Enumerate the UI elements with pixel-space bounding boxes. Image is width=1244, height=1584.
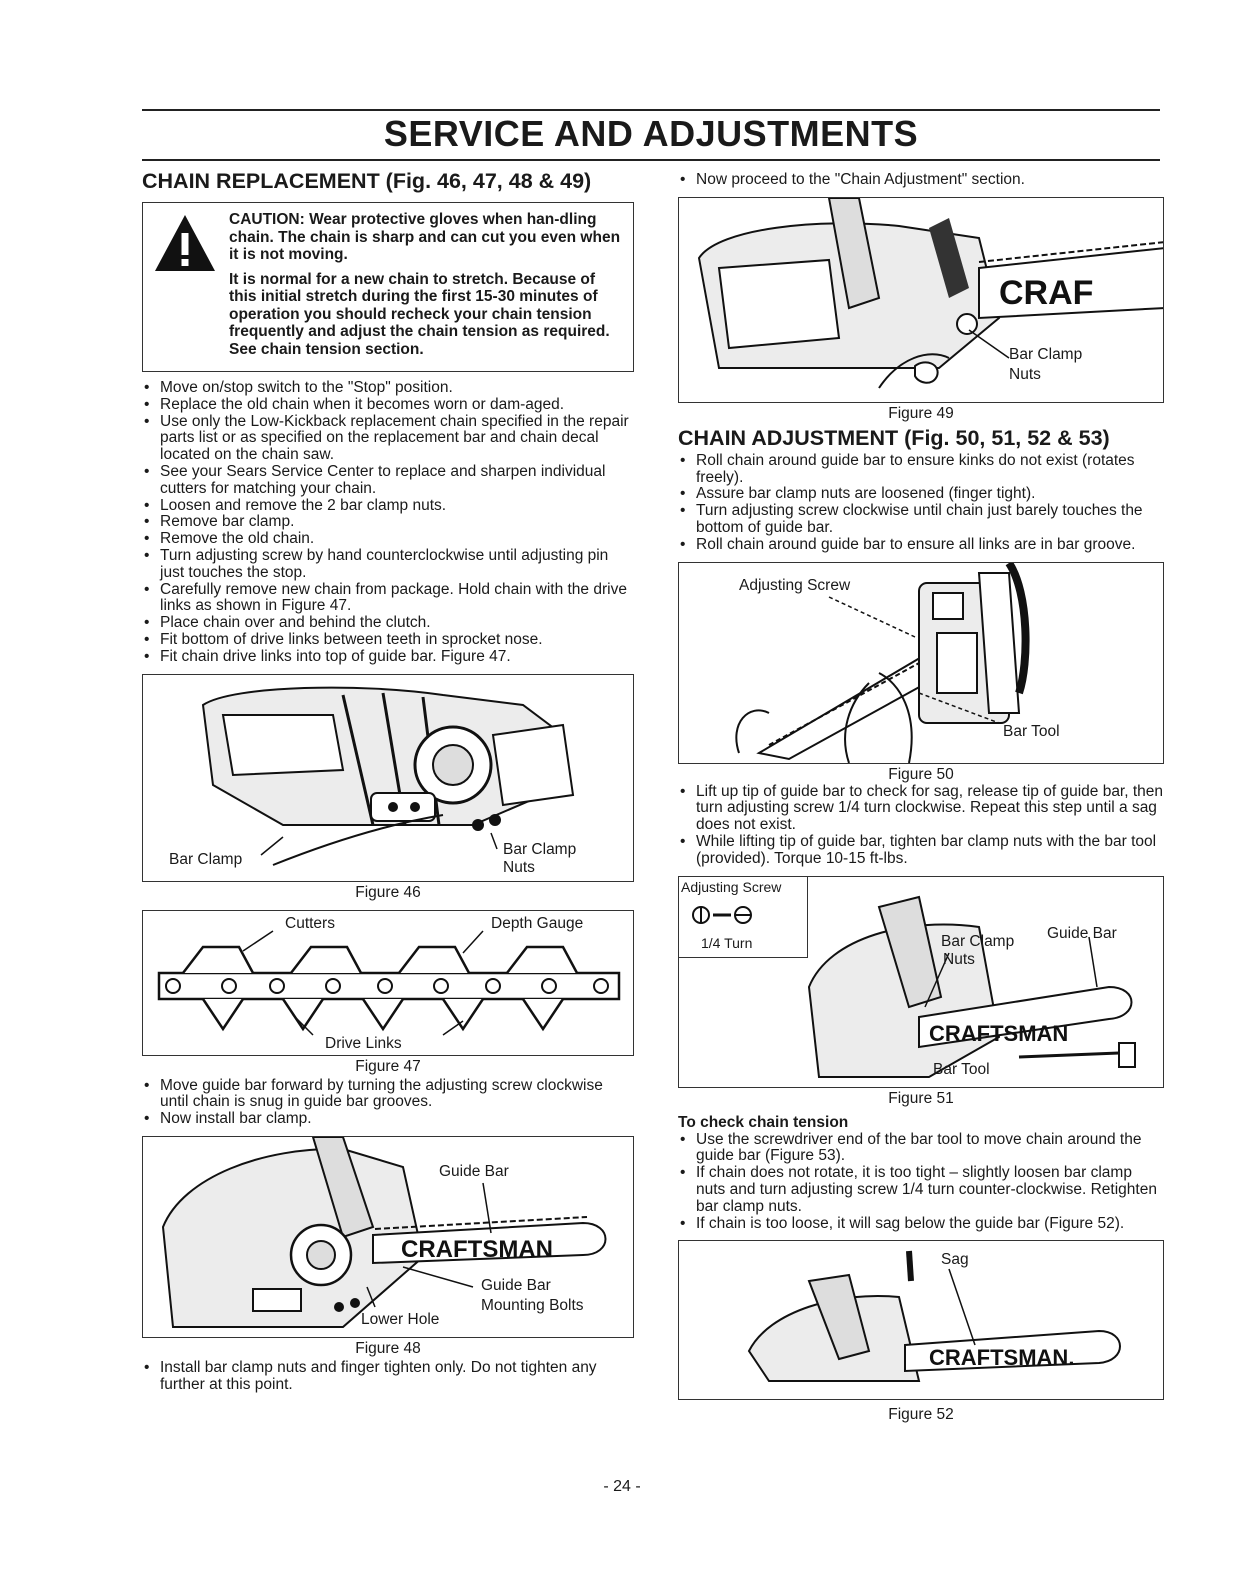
quarter-turn-label: 1/4 Turn	[701, 934, 753, 951]
craftsman-logo: CRAF	[999, 273, 1094, 312]
list-item: • Install bar clamp nuts and finger tighten only. Do not tighten any further at this point.	[142, 1360, 634, 1394]
list-item: • Carefully remove new chain from package. Hold chain with the drive links as shown in Figure 47.	[142, 582, 634, 616]
caution-box	[142, 202, 634, 372]
sag-label: Sag	[941, 1251, 969, 1269]
list-item: • Fit chain drive links into top of guide bar. Figure 47.	[142, 649, 634, 666]
right-column	[678, 168, 1164, 1424]
list-item: • Fit bottom of drive links between teeth in sprocket nose.	[142, 632, 634, 649]
warning-icon	[151, 211, 219, 275]
install-steps	[142, 1078, 634, 1128]
caution-text: CAUTION: Wear protective gloves when han-dling chain. The chain is sharp and can cut you even when it is not moving.	[229, 211, 621, 263]
list-item: • If chain is too loose, it will sag below the guide bar (Figure 52).	[678, 1216, 1164, 1233]
guide-bar-label: Guide Bar	[1047, 924, 1117, 942]
stretch-note: It is normal for a new chain to stretch. Because of this initial stretch during the first 15-30 minutes of operation you should recheck your chain tension frequently and adjust the chain tension as required. See chain tension section.	[229, 270, 610, 358]
bar-clamp-nuts-label-2: Nuts	[503, 858, 535, 876]
bar-clamp-label: Bar Clamp	[169, 850, 243, 868]
craftsman-logo: CRAFTSMAN.	[929, 1345, 1075, 1371]
figure-52	[678, 1240, 1164, 1400]
adjusting-screw-label: Adjusting Screw	[739, 576, 851, 594]
sag-check-steps	[678, 784, 1164, 868]
figure-51	[678, 876, 1164, 1088]
list-item: • Use the screwdriver end of the bar tool to move chain around the guide bar (Figure 53).	[678, 1132, 1164, 1166]
craftsman-logo: CRAFTSMAN	[929, 1020, 1069, 1046]
figure-48	[142, 1136, 634, 1338]
figure-51-caption: Figure 51	[888, 1089, 954, 1107]
list-item: • Turn adjusting screw by hand counterclockwise until adjusting pin just touches the stop.	[142, 548, 634, 582]
figure-48-caption: Figure 48	[355, 1339, 421, 1357]
figure-46	[142, 674, 634, 882]
mounting-bolts-label: Guide Bar	[481, 1276, 551, 1294]
top-rule	[142, 109, 1160, 111]
list-item: • Remove bar clamp.	[142, 514, 634, 531]
nuts-label: Nuts	[943, 950, 975, 968]
drive-links-label: Drive Links	[325, 1034, 402, 1052]
figure-47-caption: Figure 47	[355, 1057, 421, 1075]
list-item: • Roll chain around guide bar to ensure all links are in bar groove.	[678, 537, 1164, 554]
title-rule	[142, 159, 1160, 161]
list-item: • Replace the old chain when it becomes worn or dam-aged.	[142, 397, 634, 414]
chain-replacement-heading: CHAIN REPLACEMENT (Fig. 46, 47, 48 & 49)	[142, 169, 592, 193]
bar-clamp-nuts-label: Bar Clamp	[503, 840, 577, 858]
adjusting-screw-label: Adjusting Screw	[681, 878, 782, 895]
page-title: SERVICE AND ADJUSTMENTS	[383, 113, 919, 154]
clamp-nut-steps	[142, 1360, 634, 1394]
list-item: • Lift up tip of guide bar to check for sag, release tip of guide bar, then turn adjusting screw 1/4 turn clockwise. Repeat this step until a sag does not exist.	[678, 784, 1164, 834]
list-item: • Move guide bar forward by turning the adjusting screw clockwise until chain is snug in guide bar grooves.	[142, 1078, 634, 1112]
cutters-label: Cutters	[285, 914, 335, 932]
chain-sag-illustration	[679, 1241, 1164, 1399]
list-item: • Now install bar clamp.	[142, 1111, 634, 1128]
list-item: • Move on/stop switch to the "Stop" position.	[142, 380, 634, 397]
bar-tool-label: Bar Tool	[1003, 722, 1060, 740]
craftsman-logo: CRAFTSMAN	[401, 1235, 553, 1263]
list-item: • Roll chain around guide bar to ensure kinks do not exist (rotates freely).	[678, 453, 1164, 487]
list-item: • See your Sears Service Center to replace and sharpen individual cutters for matching your chain.	[142, 464, 634, 498]
bar-tool-label: Bar Tool	[933, 1060, 990, 1078]
chain-links-illustration	[143, 911, 634, 1055]
list-item: • While lifting tip of guide bar, tighten bar clamp nuts with the bar tool (provided). Torque 10-15 ft-lbs.	[678, 834, 1164, 868]
bar-clamp-nuts-illustration	[679, 198, 1164, 402]
figure-49	[678, 197, 1164, 403]
figure-47	[142, 910, 634, 1056]
bar-clamp-label: Bar Clamp	[941, 932, 1015, 950]
quarter-turn-icon	[679, 899, 805, 939]
left-column	[142, 168, 634, 1394]
check-tension-subheading: To check chain tension	[678, 1113, 849, 1131]
mounting-bolts-label-2: Mounting Bolts	[481, 1296, 584, 1314]
bar-clamp-label: Bar Clamp	[1009, 345, 1083, 363]
figure-49-caption: Figure 49	[888, 404, 954, 422]
list-item: • Now proceed to the "Chain Adjustment" section.	[678, 172, 1164, 189]
list-item: • Turn adjusting screw clockwise until chain just barely touches the bottom of guide bar.	[678, 503, 1164, 537]
page-number: - 24 -	[603, 1478, 641, 1495]
list-item: • Remove the old chain.	[142, 531, 634, 548]
tension-check-steps	[678, 1132, 1164, 1233]
figure-50-caption: Figure 50	[888, 765, 954, 783]
depth-gauge-label: Depth Gauge	[491, 914, 584, 932]
chain-adjustment-heading: CHAIN ADJUSTMENT (Fig. 50, 51, 52 & 53)	[678, 425, 1110, 450]
figure-50	[678, 562, 1164, 764]
adjustment-steps	[678, 453, 1164, 554]
quarter-turn-inset	[679, 877, 808, 958]
guide-bar-label: Guide Bar	[439, 1162, 509, 1180]
proceed-note	[678, 172, 1164, 189]
figure-52-caption: Figure 52	[888, 1406, 954, 1424]
nuts-label: Nuts	[1009, 365, 1041, 383]
replacement-steps	[142, 380, 634, 666]
figure-46-caption: Figure 46	[355, 883, 421, 901]
list-item: • Assure bar clamp nuts are loosened (finger tight).	[678, 486, 1164, 503]
lower-hole-label: Lower Hole	[361, 1310, 440, 1328]
list-item: • Use only the Low-Kickback replacement chain specified in the repair parts list or as specified on the replacement bar and chain decal located on the chain saw.	[142, 414, 634, 464]
list-item: • Loosen and remove the 2 bar clamp nuts.	[142, 498, 634, 515]
list-item: • If chain does not rotate, it is too tight – slightly loosen bar clamp nuts and turn adjusting screw 1/4 turn counter-clockwise. Retighten bar clamp nuts.	[678, 1165, 1164, 1215]
list-item: • Place chain over and behind the clutch.	[142, 615, 634, 632]
